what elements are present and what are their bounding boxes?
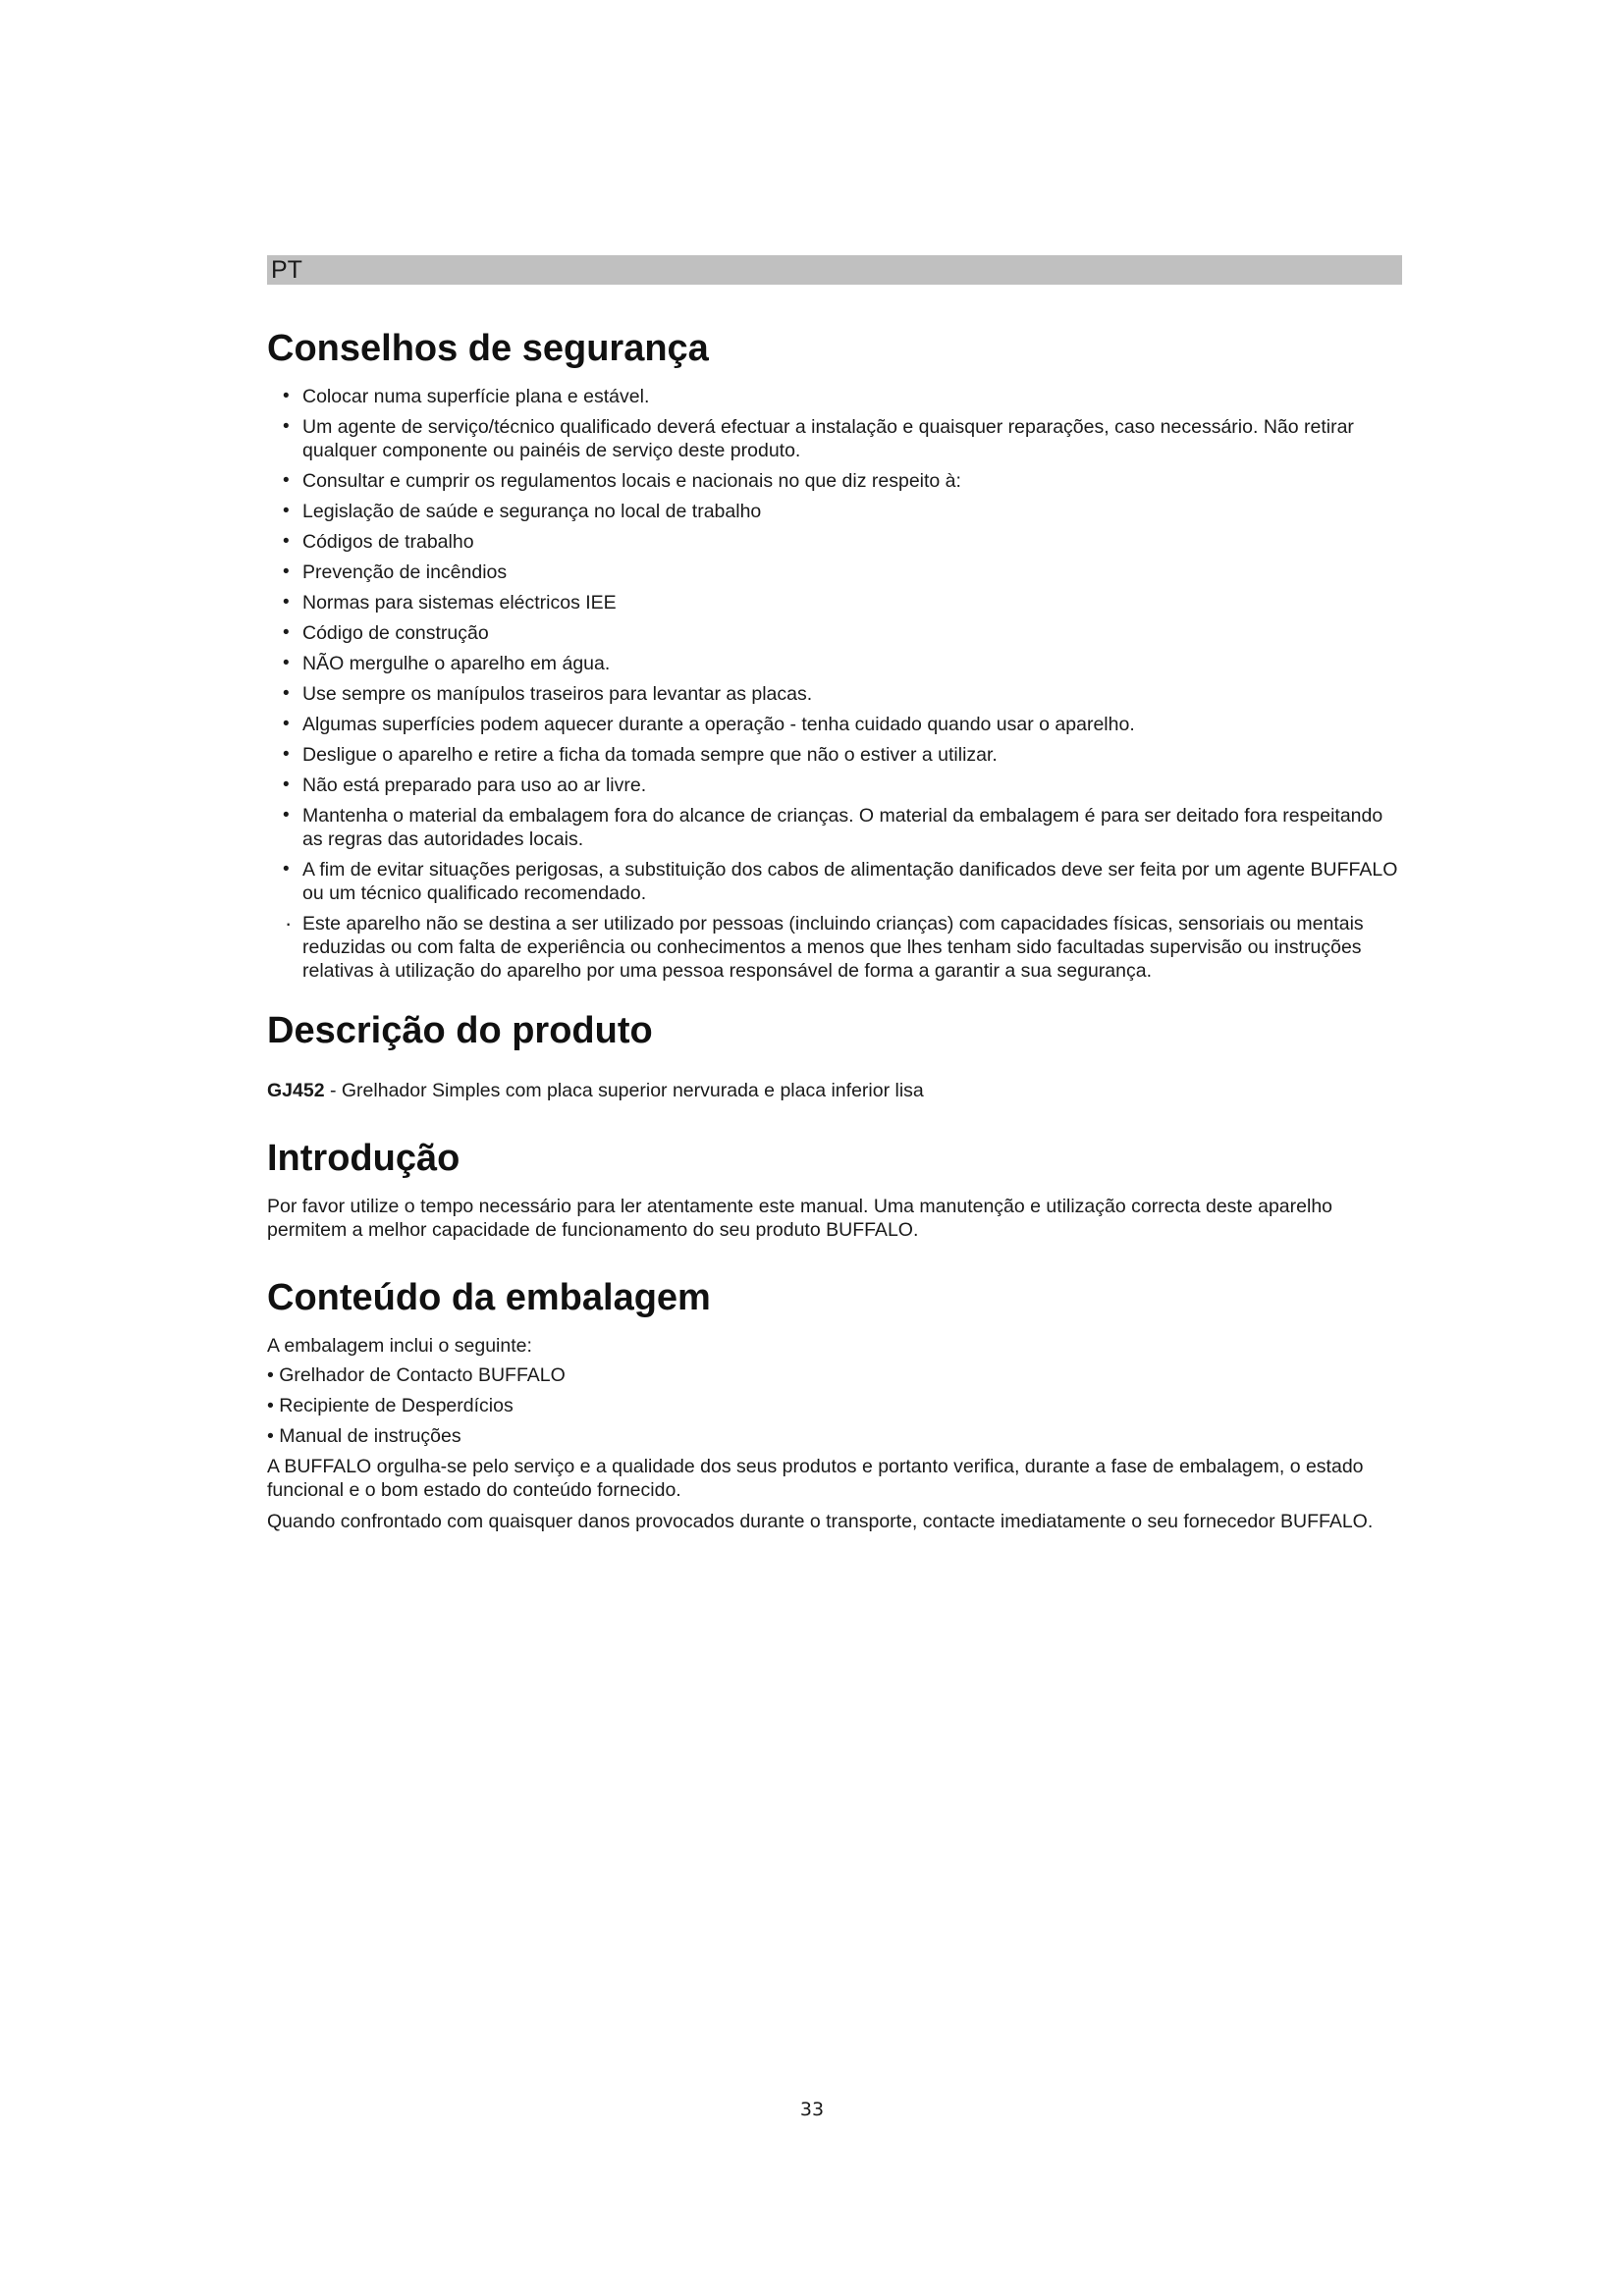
package-item: • Manual de instruções [267, 1425, 461, 1447]
safety-item: • Não está preparado para uso ao ar livre. [267, 774, 1402, 797]
safety-item: • Consultar e cumprir os regulamentos locais e nacionais no que diz respeito à: [267, 469, 1402, 493]
safety-item: • A fim de evitar situações perigosas, a substituição dos cabos de alimentação danificados deve ser feita por um agente BUFFALO ou um técnico qualificado recomendado. [267, 858, 1402, 905]
language-header-bar [267, 255, 1402, 285]
safety-item: • Normas para sistemas eléctricos IEE [267, 591, 1402, 614]
safety-item: • Algumas superfícies podem aquecer durante a operação - tenha cuidado quando usar o aparelho. [267, 713, 1402, 736]
package-quality-paragraph: A BUFFALO orgulha-se pelo serviço e a qualidade dos seus produtos e portanto verifica, durante a fase de embalagem, o estado funcional e o bom estado do conteúdo fornecido. [267, 1456, 1364, 1501]
package-damage-paragraph: Quando confrontado com quaisquer danos provocados durante o transporte, contacte imediatamente o seu fornecedor BUFFALO. [267, 1511, 1374, 1532]
introduction-text: Por favor utilize o tempo necessário para ler atentamente este manual. Uma manutenção e utilização correcta deste aparelho permitem a melhor capacidade de funcionamento do seu produto BUFFALO. [267, 1196, 1333, 1241]
safety-item: • Use sempre os manípulos traseiros para levantar as placas. [267, 682, 1402, 706]
package-item: • Recipiente de Desperdícios [267, 1395, 514, 1416]
language-code: PT [271, 256, 302, 284]
safety-item: • NÃO mergulhe o aparelho em água. [267, 652, 1402, 675]
package-intro-text: A embalagem inclui o seguinte: [267, 1335, 532, 1357]
safety-list [267, 385, 1402, 983]
safety-item: • Códigos de trabalho [267, 530, 1402, 554]
document-page [267, 255, 1402, 1541]
safety-item: • Colocar numa superfície plana e estável. [267, 385, 1402, 408]
safety-item: • Um agente de serviço/técnico qualificado deverá efectuar a instalação e quaisquer reparações, caso necessário. Não retirar qualquer componente ou painéis de serviço deste produto. [267, 415, 1402, 462]
package-contents-heading: Conteúdo da embalagem [267, 1277, 711, 1318]
page-number: 33 [799, 2099, 825, 2120]
safety-item: • Prevenção de incêndios [267, 561, 1402, 584]
product-model: GJ452 [267, 1080, 325, 1101]
safety-item: • Código de construção [267, 621, 1402, 645]
safety-heading: Conselhos de segurança [267, 328, 709, 369]
safety-item: • Legislação de saúde e segurança no local de trabalho [267, 500, 1402, 523]
product-description-heading: Descrição do produto [267, 1010, 653, 1051]
product-model-description: - Grelhador Simples com placa superior nervurada e placa inferior lisa [324, 1080, 924, 1101]
safety-item: • Desligue o aparelho e retire a ficha da tomada sempre que não o estiver a utilizar. [267, 743, 1402, 767]
safety-item: · Este aparelho não se destina a ser utilizado por pessoas (incluindo crianças) com capacidades físicas, sensoriais ou mentais reduzidas ou com falta de experiência ou conhecimentos a menos que lhes tenham sido facultadas supervisão ou instruções relativas à utilização do aparelho por uma pessoa responsável de forma a garantir a sua segurança. [267, 912, 1402, 983]
package-item: • Grelhador de Contacto BUFFALO [267, 1364, 566, 1386]
product-description-text [267, 1079, 1402, 1102]
safety-item: • Mantenha o material da embalagem fora do alcance de crianças. O material da embalagem é para ser deitado fora respeitando as regras das autoridades locais. [267, 804, 1402, 851]
introduction-heading: Introdução [267, 1138, 460, 1179]
